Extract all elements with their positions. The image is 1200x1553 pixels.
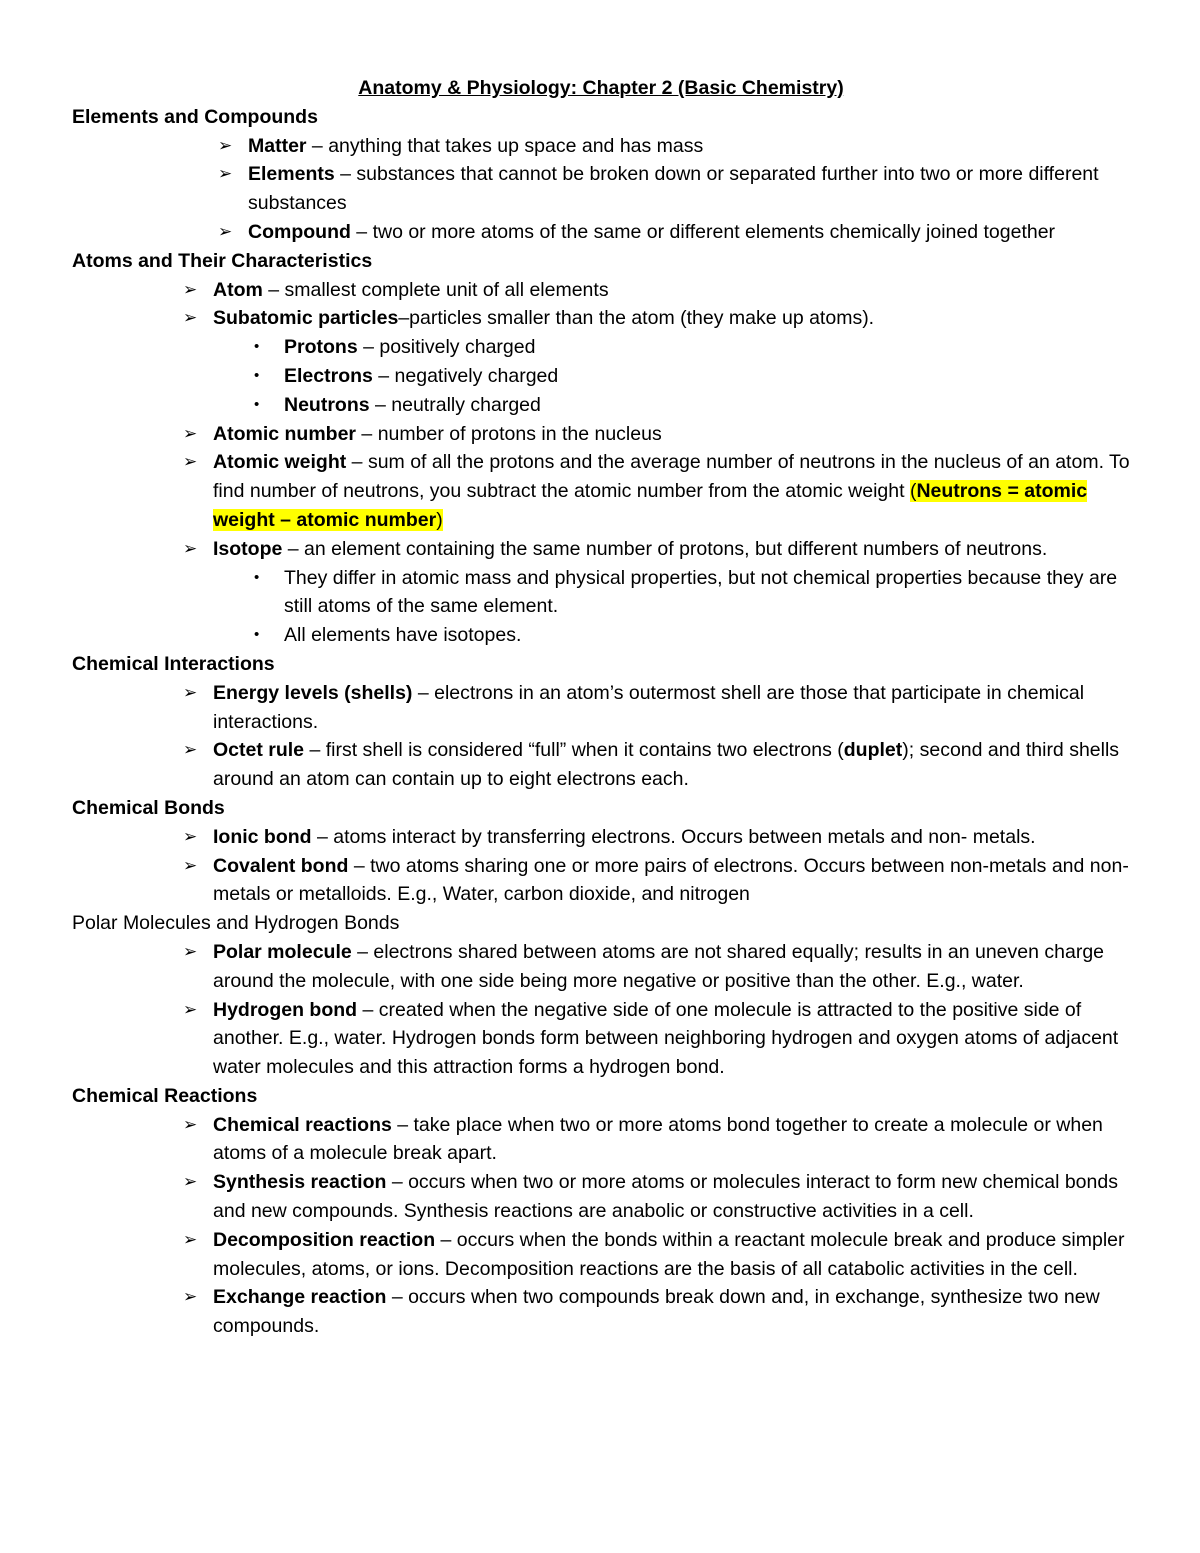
definition: – smallest complete unit of all elements bbox=[262, 278, 609, 301]
arrow-bullet-icon: ➢ bbox=[183, 423, 198, 443]
dot-bullet-icon: • bbox=[254, 626, 260, 644]
arrow-bullet-icon: ➢ bbox=[218, 221, 233, 241]
definition: – neutrally charged bbox=[369, 393, 541, 416]
term: Synthesis reaction bbox=[213, 1171, 387, 1194]
list-item bbox=[72, 535, 1130, 564]
definition: – occurs when two or more atoms or molecules interact to form new chemical bonds and new compounds. Synthesis reactions are anabolic or constructive activities in a cell. bbox=[213, 1171, 1118, 1223]
definition: – occurs when two compounds break down and, in exchange, synthesize two new compounds. bbox=[213, 1286, 1100, 1338]
section-heading-polar-molecules: Polar Molecules and Hydrogen Bonds bbox=[72, 912, 400, 935]
list-item bbox=[72, 679, 1130, 737]
term: Atomic number bbox=[213, 422, 357, 445]
arrow-bullet-icon: ➢ bbox=[183, 740, 198, 760]
definition: – occurs when the bonds within a reactant molecule break and produce simpler molecules, atoms, or ions. Decomposition reactions are the basis of all catabolic activities in the cell. bbox=[213, 1228, 1125, 1280]
arrow-bullet-icon: ➢ bbox=[183, 1172, 198, 1192]
sub-list-item bbox=[72, 333, 1130, 362]
term-duplet: duplet bbox=[843, 739, 903, 762]
term: Atom bbox=[213, 278, 263, 301]
definition: – positively charged bbox=[357, 336, 536, 359]
arrow-bullet-icon: ➢ bbox=[183, 1114, 198, 1134]
term: Covalent bond bbox=[213, 854, 349, 877]
list-item bbox=[72, 420, 1130, 449]
definition: – two or more atoms of the same or different elements chemically joined together bbox=[350, 220, 1056, 243]
list-item bbox=[72, 218, 1130, 247]
section-heading-chemical-reactions: Chemical Reactions bbox=[72, 1084, 258, 1107]
section-heading-elements-compounds: Elements and Compounds bbox=[72, 105, 318, 128]
arrow-bullet-icon: ➢ bbox=[183, 1287, 198, 1307]
list-item bbox=[72, 823, 1130, 852]
definition: – electrons shared between atoms are not shared equally; results in an uneven charge around the molecule, with one side being more negative or positive than the other. E.g., water. bbox=[213, 940, 1105, 992]
section-heading-chemical-interactions: Chemical Interactions bbox=[72, 652, 275, 675]
definition: – atoms interact by transferring electrons. Occurs between metals and non- metals. bbox=[311, 825, 1036, 848]
dot-bullet-icon: • bbox=[254, 568, 260, 586]
term: Exchange reaction bbox=[213, 1286, 387, 1309]
sub-list-item bbox=[72, 391, 1130, 420]
arrow-bullet-icon: ➢ bbox=[183, 538, 198, 558]
list-item bbox=[72, 996, 1130, 1082]
term: Polar molecule bbox=[213, 940, 352, 963]
arrow-bullet-icon: ➢ bbox=[183, 999, 198, 1019]
definition: – take place when two or more atoms bond together to create a molecule or when atoms of a molecule break apart. bbox=[213, 1113, 1103, 1165]
definition: – substances that cannot be broken down or separated further into two or more different substances bbox=[248, 163, 1099, 215]
term: Electrons bbox=[284, 364, 373, 387]
list-item bbox=[72, 1283, 1130, 1341]
list-item bbox=[72, 160, 1130, 218]
definition: – created when the negative side of one molecule is attracted to the positive side of another. E.g., water. Hydrogen bonds form between neighboring hydrogen and oxygen atoms of adjacent water molecules and this attraction forms a hydrogen bond. bbox=[213, 998, 1119, 1079]
arrow-bullet-icon: ➢ bbox=[183, 826, 198, 846]
arrow-bullet-icon: ➢ bbox=[183, 855, 198, 875]
sub-list-item bbox=[72, 621, 1130, 650]
list-item bbox=[72, 1111, 1130, 1169]
term: Isotope bbox=[213, 537, 283, 560]
term: Neutrons bbox=[284, 393, 370, 416]
definition: They differ in atomic mass and physical properties, but not chemical properties because they are still atoms of the same element. bbox=[284, 566, 1118, 618]
arrow-bullet-icon: ➢ bbox=[183, 941, 198, 961]
definition: – negatively charged bbox=[372, 364, 559, 387]
term: Compound bbox=[248, 220, 351, 243]
list-item bbox=[72, 276, 1130, 305]
section-heading-chemical-bonds: Chemical Bonds bbox=[72, 796, 225, 819]
definition: – number of protons in the nucleus bbox=[356, 422, 662, 445]
definition: – anything that takes up space and has mass bbox=[306, 134, 704, 157]
term: Subatomic particles bbox=[213, 307, 399, 330]
dot-bullet-icon: • bbox=[254, 338, 260, 356]
definition: – first shell is considered “full” when it contains two electrons ( bbox=[304, 739, 844, 762]
term: Matter bbox=[248, 134, 307, 157]
term: Atomic weight bbox=[213, 451, 347, 474]
section-heading-atoms: Atoms and Their Characteristics bbox=[72, 249, 373, 272]
list-item bbox=[72, 304, 1130, 333]
term: Protons bbox=[284, 336, 358, 359]
document-title: Anatomy & Physiology: Chapter 2 (Basic Chemistry) bbox=[358, 77, 844, 99]
term: Octet rule bbox=[213, 739, 305, 762]
dot-bullet-icon: • bbox=[254, 366, 260, 384]
sub-list-item bbox=[72, 564, 1130, 622]
list-item bbox=[72, 1226, 1130, 1284]
sub-list-item bbox=[72, 362, 1130, 391]
arrow-bullet-icon: ➢ bbox=[183, 308, 198, 328]
list-item bbox=[72, 132, 1130, 161]
arrow-bullet-icon: ➢ bbox=[183, 452, 198, 472]
arrow-bullet-icon: ➢ bbox=[183, 682, 198, 702]
arrow-bullet-icon: ➢ bbox=[183, 1229, 198, 1249]
arrow-bullet-icon: ➢ bbox=[183, 279, 198, 299]
arrow-bullet-icon: ➢ bbox=[218, 135, 233, 155]
list-item bbox=[72, 448, 1130, 534]
highlighted-formula: Neutrons = atomic weight – atomic number bbox=[213, 480, 1088, 531]
term: Decomposition reaction bbox=[213, 1228, 436, 1251]
term: Elements bbox=[248, 163, 335, 186]
definition: – sum of all the protons and the average number of neutrons in the nucleus of an atom. To find number of neutrons, you subtract the atomic number from the atomic weight bbox=[213, 451, 1130, 503]
definition: – electrons in an atom’s outermost shell are those that participate in chemical interactions. bbox=[213, 681, 1085, 733]
list-item bbox=[72, 852, 1130, 910]
term: Ionic bond bbox=[213, 825, 312, 848]
definition: – two atoms sharing one or more pairs of electrons. Occurs between non-metals and non- metals or metalloids. E.g., Water, carbon dioxide, and nitrogen bbox=[213, 854, 1129, 906]
definition: ); second and third shells around an atom can contain up to eight electrons each. bbox=[213, 739, 1120, 791]
term: Hydrogen bond bbox=[213, 998, 358, 1021]
arrow-bullet-icon: ➢ bbox=[218, 164, 233, 184]
list-item bbox=[72, 938, 1130, 996]
list-item bbox=[72, 1168, 1130, 1226]
highlight-open-paren: ( bbox=[909, 480, 917, 503]
definition: All elements have isotopes. bbox=[284, 624, 522, 647]
dot-bullet-icon: • bbox=[254, 395, 260, 413]
term: Chemical reactions bbox=[213, 1113, 392, 1136]
definition: –particles smaller than the atom (they make up atoms). bbox=[398, 307, 875, 330]
highlight-close-paren: ) bbox=[436, 508, 443, 531]
term: Energy levels (shells) bbox=[213, 681, 413, 704]
definition: – an element containing the same number of protons, but different numbers of neutrons. bbox=[282, 537, 1048, 560]
list-item bbox=[72, 736, 1130, 794]
